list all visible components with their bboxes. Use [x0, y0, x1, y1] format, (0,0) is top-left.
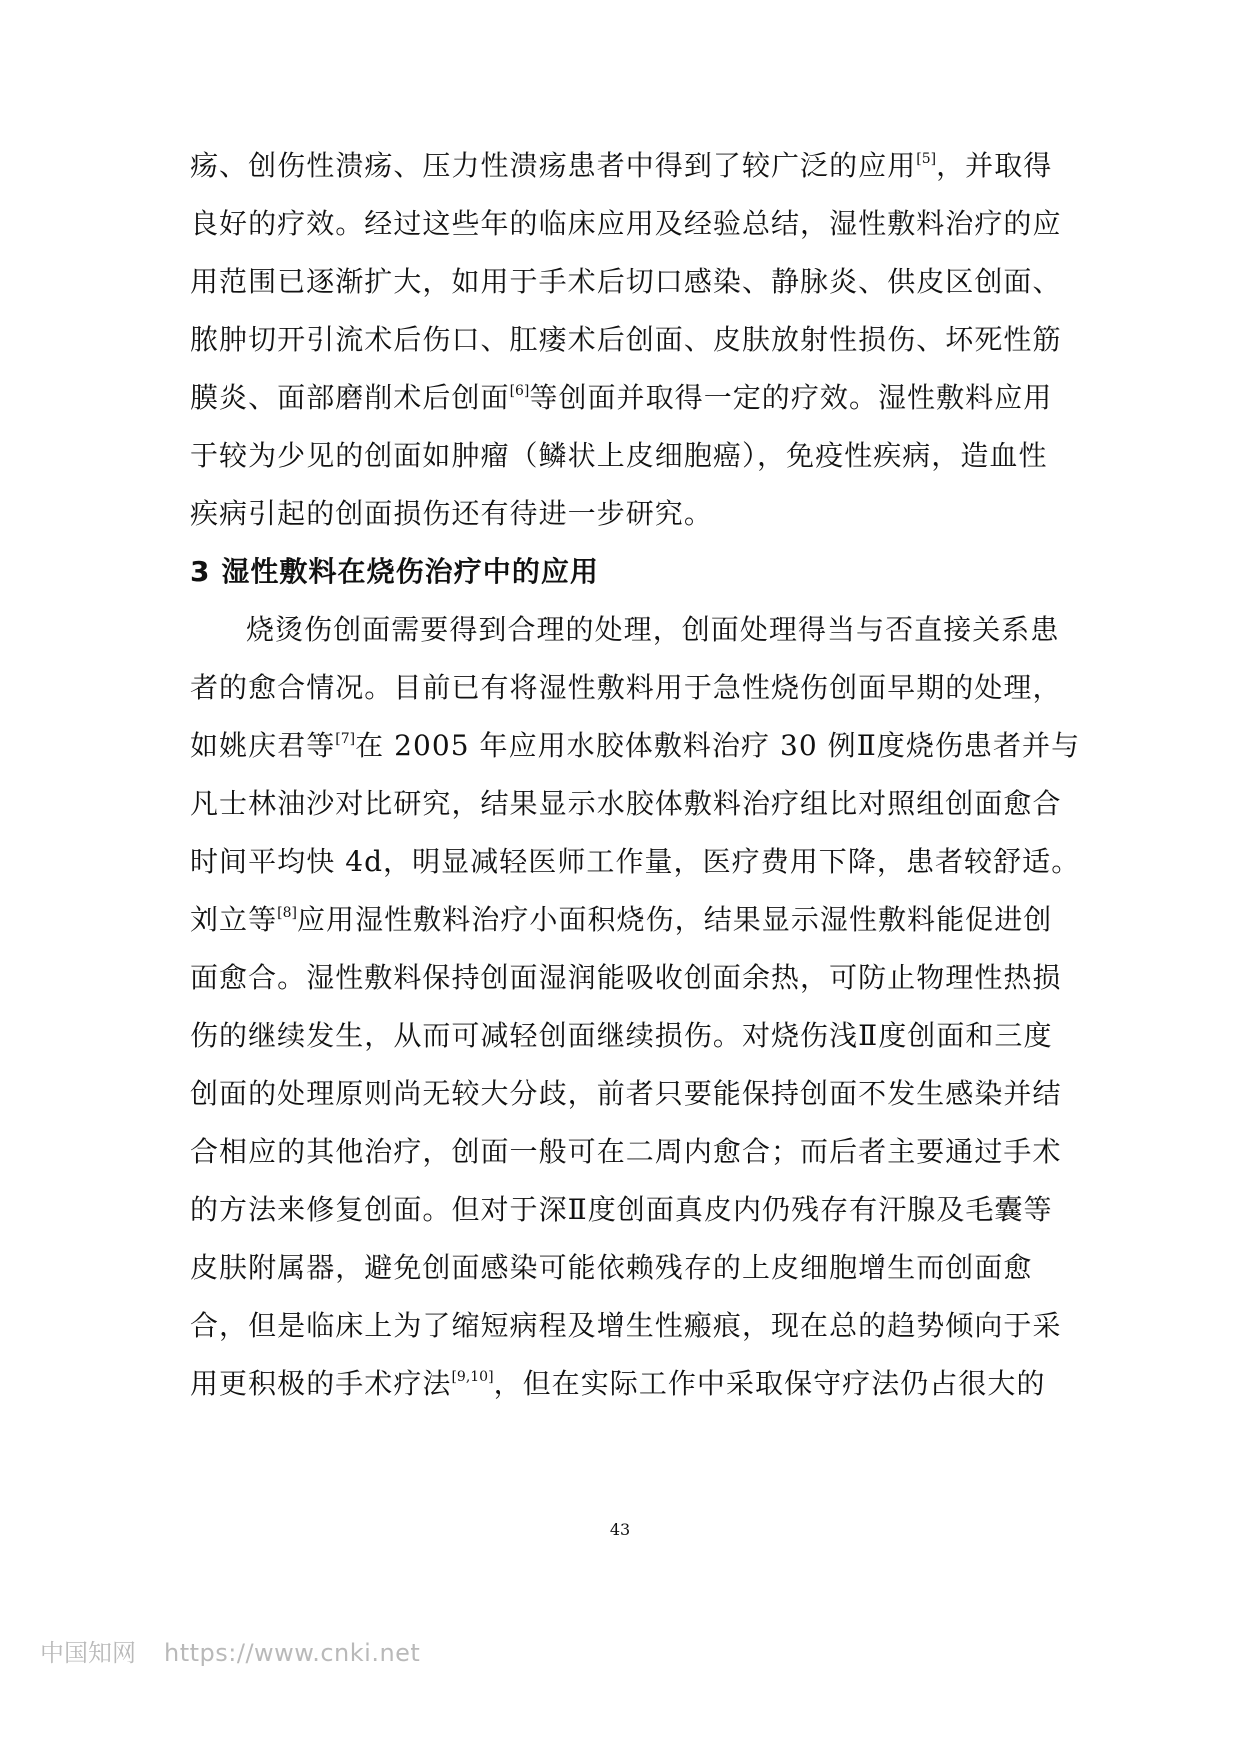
text-run: ，并取得	[936, 149, 1053, 182]
citation-link[interactable]: [6]	[509, 383, 530, 399]
citation-link[interactable]: [9,10]	[451, 1369, 494, 1385]
paragraph-line: 伤的继续发生，从而可减轻创面继续损伤。对烧伤浅Ⅱ度创面和三度	[190, 1019, 1053, 1052]
text-run: 刘立等	[190, 903, 278, 936]
paragraph-line: 用范围已逐渐扩大，如用于手术后切口感染、静脉炎、供皮区创面、	[190, 265, 1062, 298]
paragraph-line: 合相应的其他治疗，创面一般可在二周内愈合；而后者主要通过手术	[190, 1135, 1062, 1168]
paragraph-line	[190, 378, 1053, 418]
citation-link[interactable]: [5]	[916, 151, 937, 167]
page-number: 43	[609, 1520, 631, 1539]
paragraph-line: 疾病引起的创面损伤还有待进一步研究。	[190, 497, 713, 530]
paragraph-line: 于较为少见的创面如肿瘤（鳞状上皮细胞癌），免疫性疾病，造血性	[190, 439, 1048, 472]
text-run: 疡、创伤性溃疡、压力性溃疡患者中得到了较广泛的应用	[190, 149, 917, 182]
paragraph-line: 合，但是临床上为了缩短病程及增生性瘢痕，现在总的趋势倾向于采	[190, 1309, 1062, 1342]
paragraph-line: 良好的疗效。经过这些年的临床应用及经验总结，湿性敷料治疗的应	[190, 207, 1062, 240]
paragraph-line: 面愈合。湿性敷料保持创面湿润能吸收创面余热，可防止物理性热损	[190, 961, 1062, 994]
paragraph-line	[190, 1364, 1050, 1404]
paragraph-line: 脓肿切开引流术后伤口、肛瘘术后创面、皮肤放射性损伤、坏死性筋	[190, 323, 1062, 356]
paragraph-line: 凡士林油沙对比研究，结果显示水胶体敷料治疗组比对照组创面愈合	[190, 787, 1062, 820]
paragraph-line	[190, 900, 1053, 940]
citation-link[interactable]: [7]	[335, 731, 356, 747]
text-run: 等创面并取得一定的疗效。湿性敷料应用	[529, 381, 1053, 414]
watermark	[40, 1633, 420, 1668]
text-run: 在 2005 年应用水胶体敷料治疗 30 例Ⅱ度烧伤患者并与	[355, 729, 1081, 762]
paragraph-line: 创面的处理原则尚无较大分歧，前者只要能保持创面不发生感染并结	[190, 1077, 1062, 1110]
paragraph-line	[190, 726, 1081, 766]
watermark-url: https://www.cnki.net	[164, 1639, 421, 1667]
paragraph-line: 者的愈合情况。目前已有将湿性敷料用于急性烧伤创面早期的处理，	[190, 671, 1062, 704]
section-heading: 3 湿性敷料在烧伤治疗中的应用	[190, 555, 599, 588]
text-run: 应用湿性敷料治疗小面积烧伤，结果显示湿性敷料能促进创	[297, 903, 1053, 936]
paragraph-line: 皮肤附属器，避免创面感染可能依赖残存的上皮细胞增生而创面愈	[190, 1251, 1033, 1284]
paragraph-line: 时间平均快 4d，明显减轻医师工作量，医疗费用下降，患者较舒适。	[190, 845, 1081, 878]
text-run: ，但在实际工作中采取保守疗法仍占很大的	[493, 1367, 1046, 1400]
text-run: 用更积极的手术疗法	[190, 1367, 452, 1400]
paragraph-line	[190, 146, 1053, 186]
watermark-brand: 中国知网	[40, 1639, 136, 1667]
paragraph-line: 的方法来修复创面。但对于深Ⅱ度创面真皮内仍残存有汗腺及毛囊等	[190, 1193, 1053, 1226]
citation-link[interactable]: [8]	[277, 905, 297, 921]
text-run: 如姚庆君等	[190, 729, 336, 762]
text-run: 膜炎、面部磨削术后创面	[190, 381, 510, 414]
paragraph-line: 烧烫伤创面需要得到合理的处理，创面处理得当与否直接关系患	[246, 613, 1060, 646]
